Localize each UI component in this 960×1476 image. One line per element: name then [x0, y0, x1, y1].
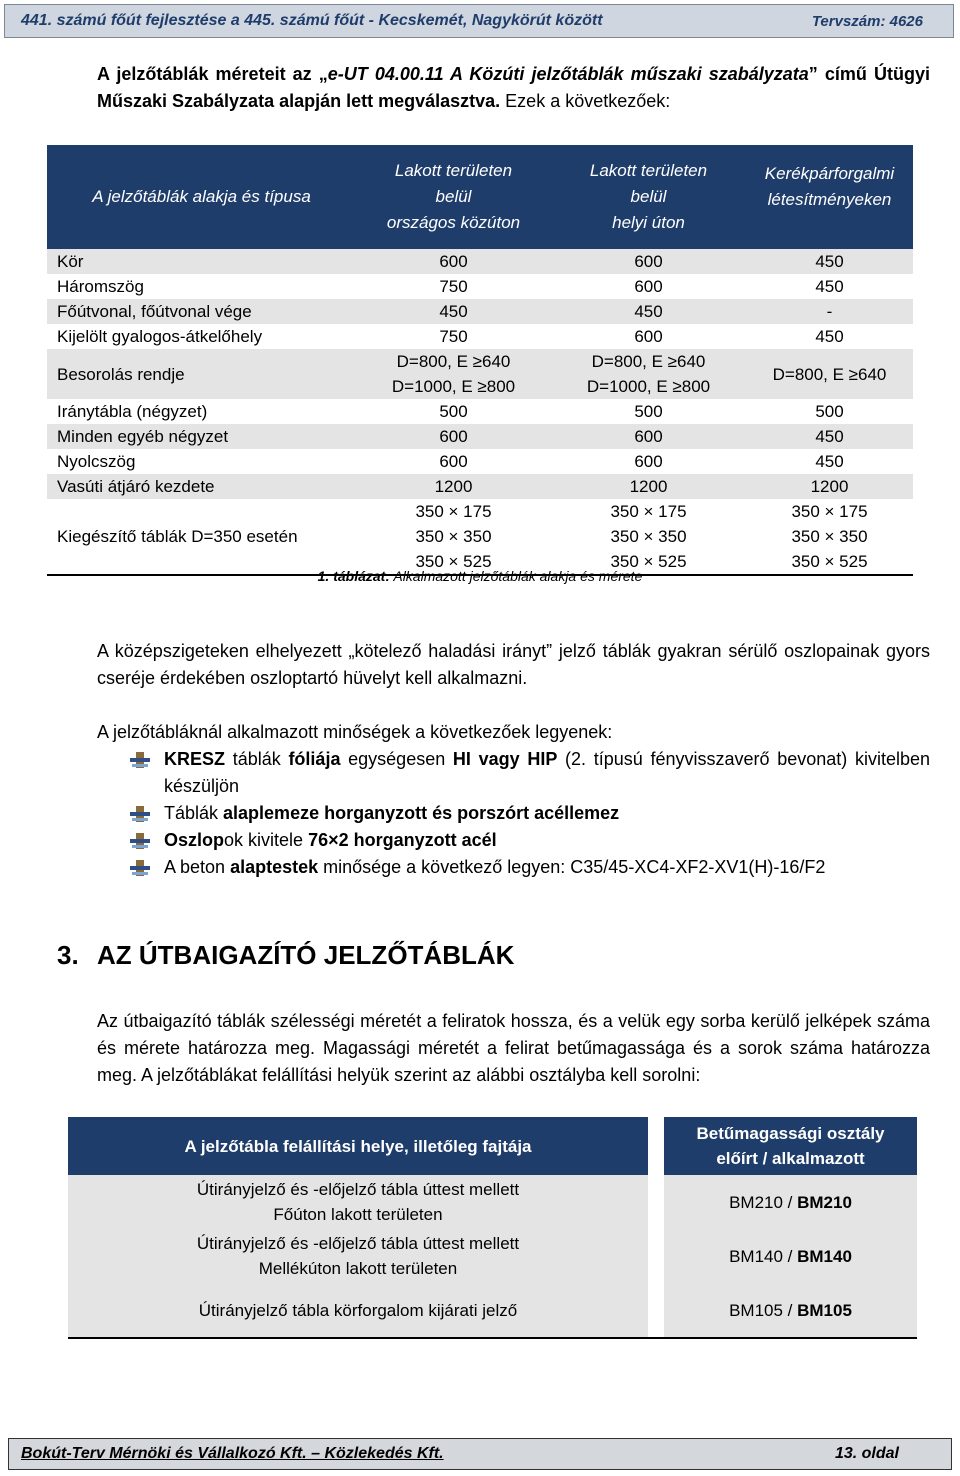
row-label: Nyolcszög	[57, 452, 136, 471]
cell-bicycle: D=800, E ≥640	[746, 349, 913, 399]
cell-bicycle: 450	[815, 452, 844, 471]
list-item: A beton alaptestek minősége a következő legyen: C35/45-XC4-XF2-XV1(H)-16/F2	[130, 854, 930, 881]
cell-local: D=800, E ≥640 D=1000, E ≥800	[551, 349, 746, 399]
list-item: KRESZ táblák fóliája egységesen HI vagy HIP (2. típusú fényvisszaverő bevonat) kivitelben készüljön	[130, 746, 930, 800]
cell-placement: Útirányjelző tábla körforgalom kijárati jelző	[68, 1283, 648, 1338]
table-row	[47, 324, 913, 349]
header-placement: A jelzőtábla felállítási helye, illetőleg fajtája	[68, 1117, 648, 1175]
table-header-row	[47, 145, 913, 249]
bullet-icon	[130, 752, 150, 768]
cell-national: 600	[356, 249, 551, 274]
cell-national: 750	[439, 327, 468, 346]
table-row	[47, 249, 913, 274]
letter-height-table	[68, 1117, 917, 1339]
cell-local: 600	[634, 452, 663, 471]
page-header	[4, 4, 954, 38]
cell-letter-class: BM140 / BM140	[664, 1229, 917, 1283]
table-row	[47, 424, 913, 449]
table-header-row	[68, 1117, 917, 1175]
cell-national: 750	[439, 277, 468, 296]
cell-bicycle: 450	[746, 424, 913, 449]
cell-local: 600	[634, 327, 663, 346]
cell-national: 350 × 175 350 × 350 350 × 525	[356, 499, 551, 575]
intro-part-d: Ezek a következőek:	[500, 91, 671, 111]
cell-placement: Útirányjelző és -előjelző tábla úttest mellett Mellékúton lakott területen	[68, 1229, 648, 1283]
row-label: Kör	[47, 249, 356, 274]
intro-part-a: A jelzőtáblák méreteit az „	[97, 64, 328, 84]
header-letter-class: Betűmagassági osztály előírt / alkalmazott	[664, 1117, 917, 1175]
section-title: AZ ÚTBAIGAZÍTÓ JELZŐTÁBLÁK	[97, 940, 515, 970]
header-local-road: Lakott területen belül helyi úton	[551, 145, 746, 249]
table-row	[47, 474, 913, 499]
table-row	[47, 299, 913, 324]
cell-placement: Útirányjelző és -előjelző tábla úttest mellett Főúton lakott területen	[68, 1175, 648, 1229]
row-label: Kiegészítő táblák D=350 esetén	[47, 499, 356, 575]
cell-local: 350 × 175 350 × 350 350 × 525	[551, 499, 746, 575]
cell-national: 500	[439, 402, 468, 421]
cell-letter-class: BM210 / BM210	[664, 1175, 917, 1229]
cell-letter-class: BM105 / BM105	[664, 1283, 917, 1338]
cell-national: 1200	[356, 474, 551, 499]
section-heading	[57, 940, 514, 971]
header-bicycle: Kerékpárforgalmi létesítményeken	[746, 145, 913, 249]
header-plan-number: Tervszám: 4626	[811, 13, 923, 30]
cell-bicycle: 500	[815, 402, 844, 421]
table-row	[47, 399, 913, 424]
table-row	[68, 1229, 917, 1283]
list-item: Táblák alaplemeze horganyzott és porszórt acéllemez	[130, 800, 930, 827]
cell-bicycle: 450	[815, 277, 844, 296]
intro-paragraph	[97, 61, 930, 115]
cell-national: 600	[439, 452, 468, 471]
section-number: 3.	[57, 940, 79, 970]
bullet-icon	[130, 860, 150, 876]
table-row	[47, 274, 913, 299]
table-row	[68, 1283, 917, 1338]
row-label: Iránytábla (négyzet)	[57, 402, 208, 421]
cell-local: 500	[634, 402, 663, 421]
footer-companies: Bokút-Terv Mérnöki és Vállalkozó Kft. – Közlekedés Kft.	[21, 1445, 444, 1462]
cell-local: 600	[551, 424, 746, 449]
table-row	[68, 1175, 917, 1229]
header-project-title: 441. számú főút fejlesztése a 445. számú főút - Kecskemét, Nagykörút között	[21, 12, 603, 29]
header-sign-shape: A jelzőtáblák alakja és típusa	[47, 145, 356, 249]
table-row	[47, 349, 913, 399]
cell-local: 450	[551, 299, 746, 324]
cell-local: 600	[634, 277, 663, 296]
header-national-road: Lakott területen belül országos közúton	[356, 145, 551, 249]
table-row	[47, 499, 913, 575]
caption-text: Alkalmazott jelzőtáblák alakja és mérete	[389, 568, 643, 584]
quality-list	[130, 746, 930, 881]
cell-bicycle: -	[746, 299, 913, 324]
bullet-icon	[130, 806, 150, 822]
page-footer	[8, 1438, 952, 1470]
intro-part-c: ” című Útügyi Műszaki Szabályzata alapján lett megválasztva.	[97, 64, 930, 111]
footer-page-number: 13. oldal	[834, 1445, 899, 1462]
row-label: Kijelölt gyalogos-átkelőhely	[57, 327, 263, 346]
cell-bicycle: 1200	[746, 474, 913, 499]
table-caption	[0, 568, 960, 584]
intro-standard-title: e-UT 04.00.11 A Közúti jelzőtáblák műszaki szabályzata	[327, 64, 809, 84]
cell-national: 450	[356, 299, 551, 324]
bullet-icon	[130, 833, 150, 849]
row-label: Főútvonal, főútvonal vége	[47, 299, 356, 324]
caption-number: 1. táblázat:	[317, 568, 390, 584]
cell-national: 600	[356, 424, 551, 449]
row-label: Besorolás rendje	[47, 349, 356, 399]
row-label: Háromszög	[57, 277, 144, 296]
row-label: Vasúti átjáró kezdete	[47, 474, 356, 499]
cell-local: 1200	[551, 474, 746, 499]
cell-national: D=800, E ≥640 D=1000, E ≥800	[356, 349, 551, 399]
cell-bicycle: 350 × 175 350 × 350 350 × 525	[746, 499, 913, 575]
cell-bicycle: 450	[815, 327, 844, 346]
cell-bicycle: 450	[746, 249, 913, 274]
cell-local: 600	[551, 249, 746, 274]
sign-size-table	[47, 145, 913, 576]
row-label: Minden egyéb négyzet	[47, 424, 356, 449]
list-item: Oszlopok kivitele 76×2 horganyzott acél	[130, 827, 930, 854]
table-row	[47, 449, 913, 474]
paragraph-quality: A jelzőtábláknál alkalmazott minőségek a következőek legyenek:	[97, 722, 613, 742]
paragraph-sleeve: A középszigeteken elhelyezett „kötelező haladási irányt” jelző táblák gyakran sérülő oszlopainak gyors cseréje érdekében oszloptartó hüvelyt kell alkalmazni.	[97, 641, 930, 688]
paragraph-guide-signs: Az útbaigazító táblák szélességi méretét a feliratok hossza, és a velük egy sorba kerülő jelképek száma és mérete határozza meg. Magassági méretét a felirat betűmagassága és a sorok száma határozza meg. A jelzőtáblákat felállítási helyük szerint az alábbi osztályba kell sorolni:	[97, 1011, 930, 1085]
